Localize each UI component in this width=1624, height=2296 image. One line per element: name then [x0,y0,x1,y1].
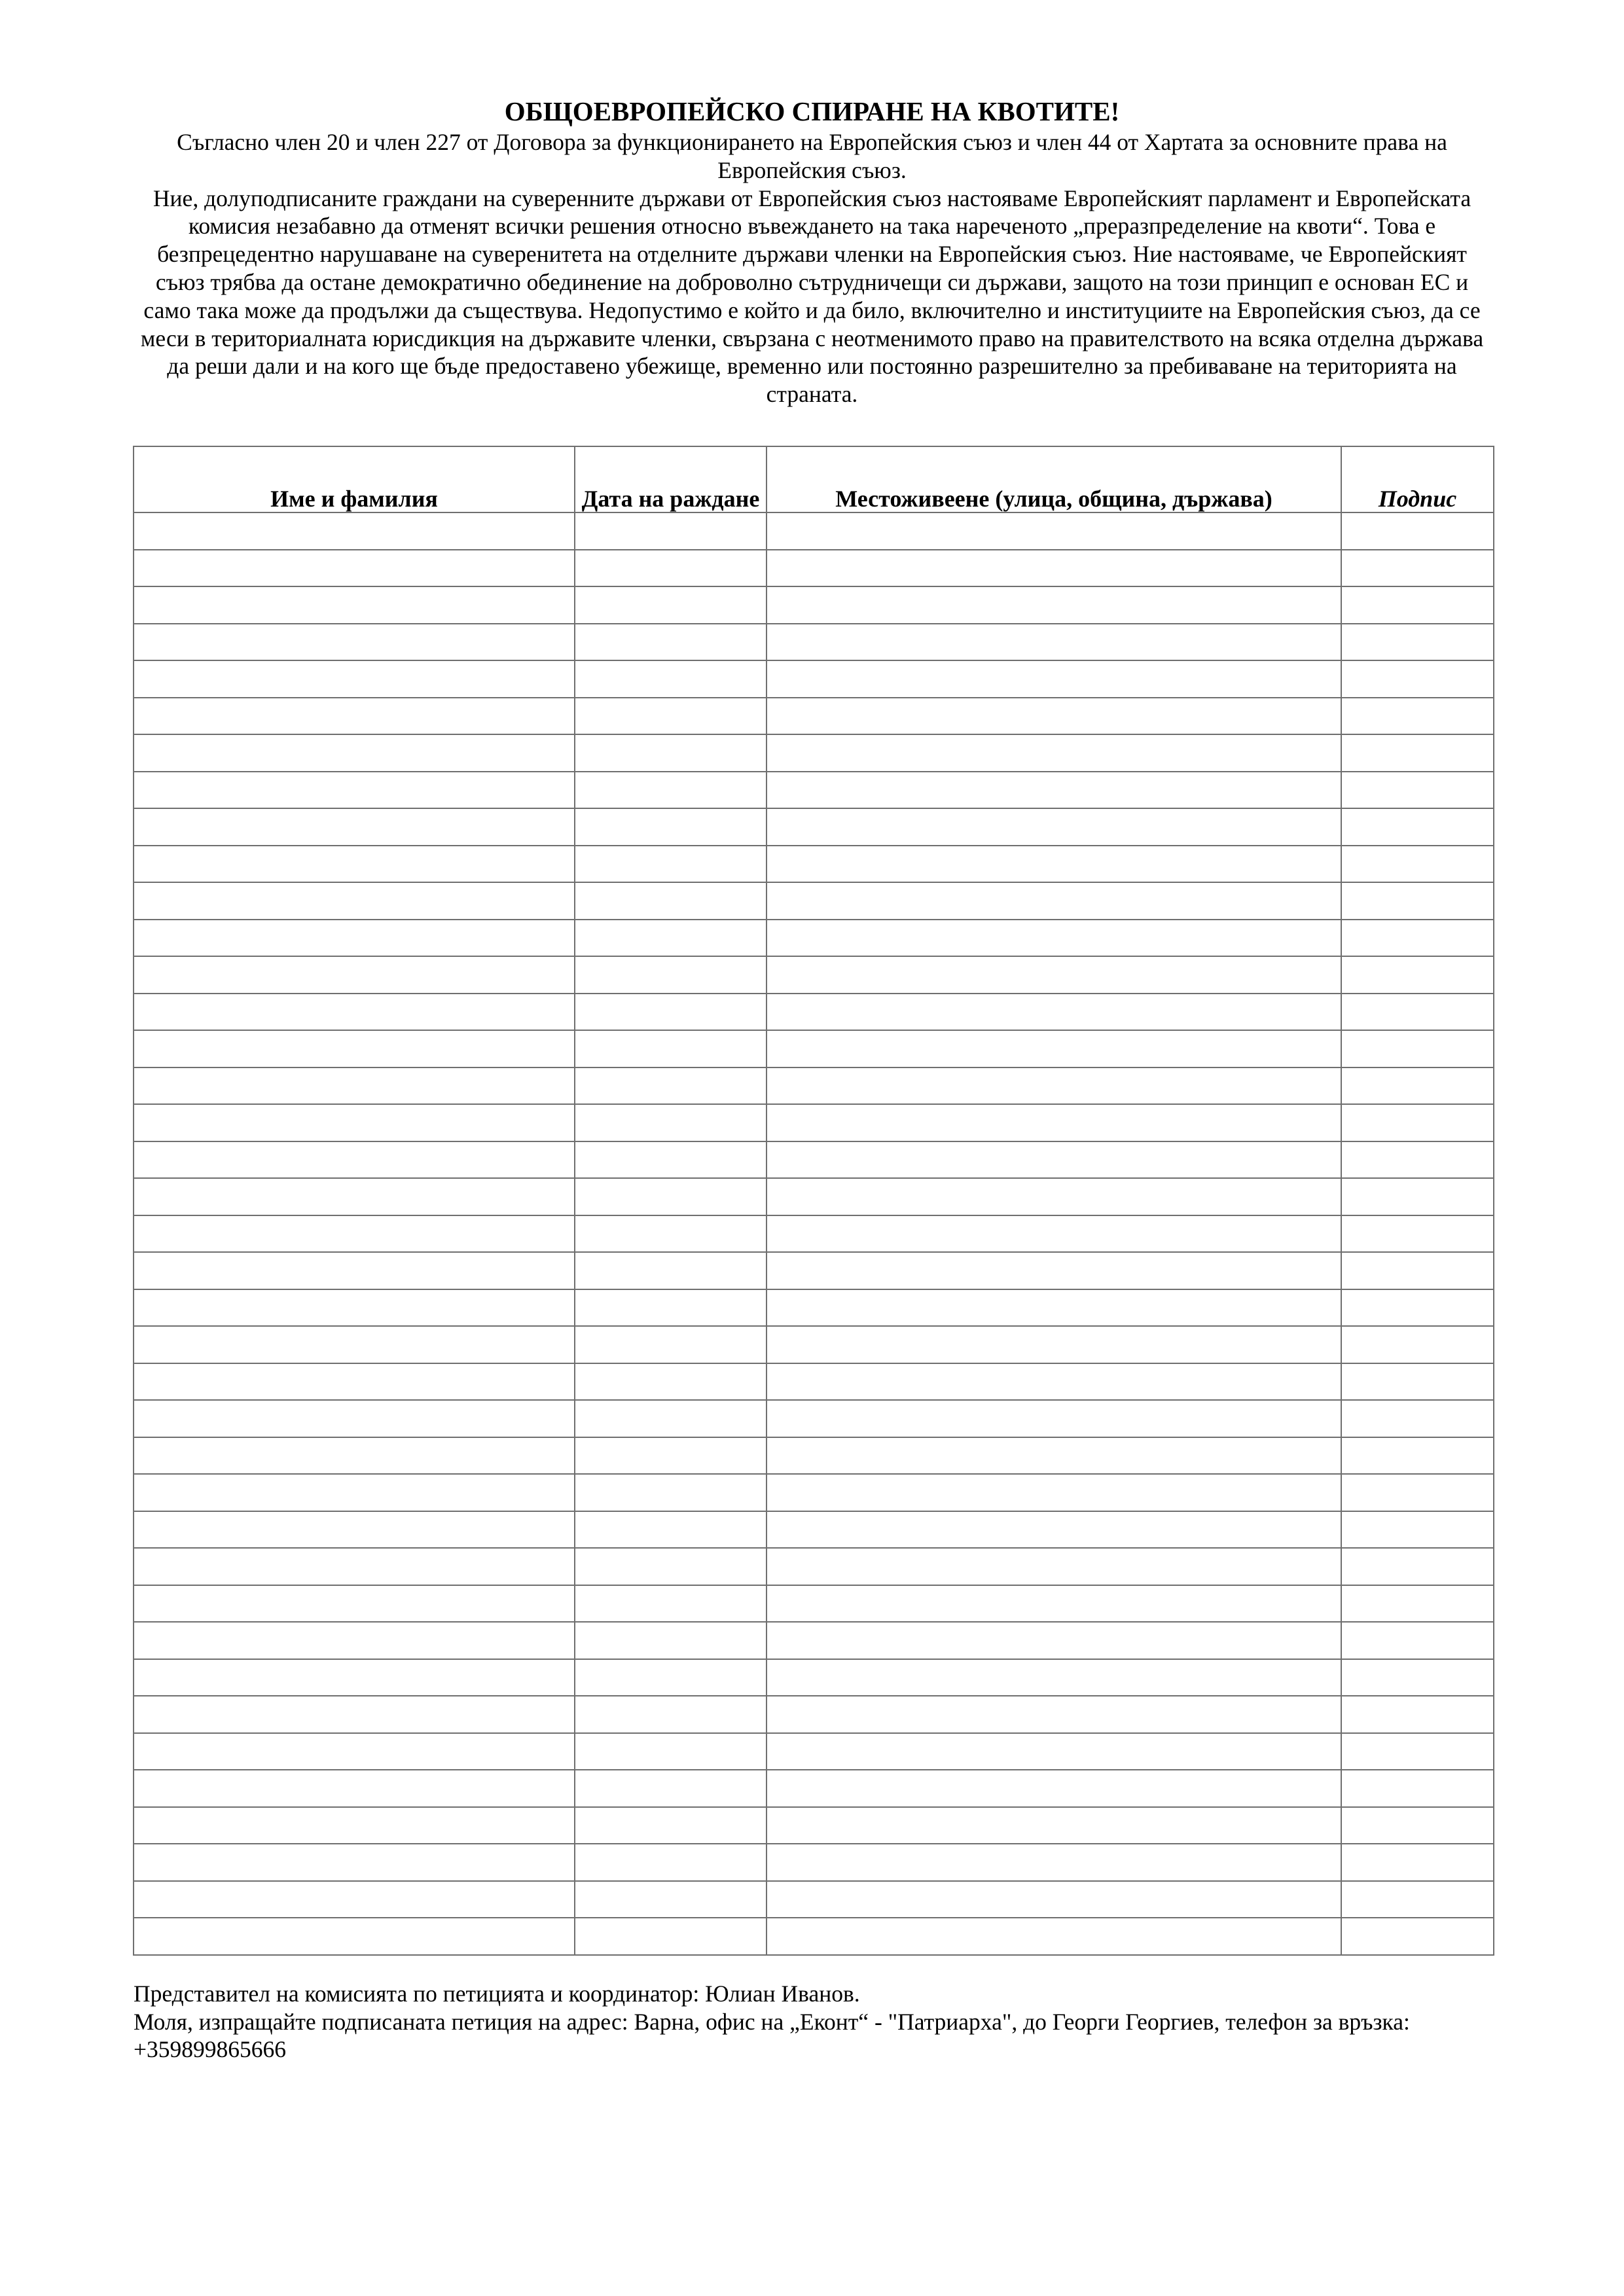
signature-cell[interactable] [1341,1215,1494,1253]
birth-date-cell[interactable] [575,1511,767,1549]
birth-date-cell[interactable] [575,550,767,587]
name-cell[interactable] [134,1437,575,1475]
signature-rows [134,512,1494,1955]
table-row [134,1141,1494,1179]
address-cell[interactable] [767,1030,1341,1067]
address-cell[interactable] [767,1844,1341,1881]
signature-cell[interactable] [1341,994,1494,1031]
table-row [134,1289,1494,1327]
name-cell[interactable] [134,1807,575,1844]
table-row [134,1659,1494,1696]
birth-date-cell[interactable] [575,1141,767,1179]
signature-cell[interactable] [1341,586,1494,624]
table-header-row [134,446,1494,512]
signature-cell[interactable] [1341,956,1494,994]
signature-cell[interactable] [1341,1252,1494,1289]
signature-cell[interactable] [1341,1141,1494,1179]
signature-cell[interactable] [1341,512,1494,550]
address-cell[interactable] [767,772,1341,809]
name-cell[interactable] [134,1770,575,1807]
name-cell[interactable] [134,1030,575,1067]
table-row [134,1474,1494,1511]
birth-date-cell[interactable] [575,512,767,550]
name-cell[interactable] [134,660,575,698]
name-cell[interactable] [134,1659,575,1696]
signature-cell[interactable] [1341,1067,1494,1105]
table-row [134,1881,1494,1918]
birth-date-cell[interactable] [575,734,767,772]
signature-cell[interactable] [1341,1659,1494,1696]
table-row [134,1400,1494,1437]
table-row [134,846,1494,883]
birth-date-cell[interactable] [575,660,767,698]
mailing-instructions: Моля, изпращайте подписаната петиция на адрес: Варна, офис на „Еконт“ - "Патриарха", до Георги Георгиев, телефон за връзка: [134,2008,1410,2035]
legal-basis-text: Съгласно член 20 и член 227 от Договора за функционирането на Европейския съюз и член 44 от Хартата за основните права на Европейския съюз. [177,129,1447,183]
table-row [134,1326,1494,1363]
birth-date-cell[interactable] [575,1437,767,1475]
signature-cell[interactable] [1341,846,1494,883]
table-row [134,1622,1494,1659]
birth-date-cell[interactable] [575,1548,767,1585]
address-cell[interactable] [767,1511,1341,1549]
table-row [134,660,1494,698]
name-cell[interactable] [134,550,575,587]
birth-date-cell[interactable] [575,808,767,846]
signature-cell[interactable] [1341,624,1494,661]
birth-date-cell[interactable] [575,1881,767,1918]
birth-date-cell[interactable] [575,772,767,809]
address-cell[interactable] [767,1659,1341,1696]
birth-date-cell[interactable] [575,1030,767,1067]
header-birth-date: Дата на раждане [575,446,767,512]
signature-cell[interactable] [1341,772,1494,809]
name-cell[interactable] [134,512,575,550]
address-cell[interactable] [767,1474,1341,1511]
table-row [134,920,1494,957]
birth-date-cell[interactable] [575,1400,767,1437]
table-row [134,1696,1494,1733]
name-cell[interactable] [134,1585,575,1623]
header-signature: Подпис [1341,446,1494,512]
name-cell[interactable] [134,956,575,994]
name-cell[interactable] [134,1511,575,1549]
table-row [134,1067,1494,1105]
name-cell[interactable] [134,1881,575,1918]
birth-date-cell[interactable] [575,1918,767,1955]
name-cell[interactable] [134,1178,575,1215]
name-cell[interactable] [134,1622,575,1659]
contact-phone: +359899865666 [134,2036,287,2062]
table-row [134,1548,1494,1585]
table-row [134,1215,1494,1253]
name-cell[interactable] [134,1844,575,1881]
signature-cell[interactable] [1341,1844,1494,1881]
signature-cell[interactable] [1341,1548,1494,1585]
address-cell[interactable] [767,660,1341,698]
table-row [134,550,1494,587]
address-cell[interactable] [767,1400,1341,1437]
birth-date-cell[interactable] [575,1585,767,1623]
table-row [134,1585,1494,1623]
birth-date-cell[interactable] [575,1696,767,1733]
name-cell[interactable] [134,1696,575,1733]
name-cell[interactable] [134,1289,575,1327]
address-cell[interactable] [767,734,1341,772]
petition-statement: Ние, долуподписаните граждани на суверенните държави от Европейския съюз настояваме Европейският парламент и Европейската комисия незабавно да отменят всички решения относно въвеждането на така нареченото „преразпределение на квоти“. Това е безпрецедентно нарушаване на суверенитета на отделните държави членки на Европейския съюз. Ние настояваме, че Европейският съюз трябва да остане демократично обединение на доброволно сътрудничещи си държави, защото на този принцип е основан ЕС и само така може да продължи да съществува. Недопустимо е който и да било, включително и институциите на Европейския съюз, да се меси в териториалната юрисдикция на държавите членки, свързана с неотменимото право на правителството на всяка отделна държава да реши дали и на кого ще бъде предоставено убежище, временно или постоянно разрешително за пребиваване на територията на страната. [140,185,1484,408]
birth-date-cell[interactable] [575,920,767,957]
address-cell[interactable] [767,808,1341,846]
table-row [134,586,1494,624]
table-row [134,1511,1494,1549]
birth-date-cell[interactable] [575,1289,767,1327]
signature-cell[interactable] [1341,734,1494,772]
table-row [134,1178,1494,1215]
name-cell[interactable] [134,1363,575,1401]
signature-cell[interactable] [1341,698,1494,735]
birth-date-cell[interactable] [575,1178,767,1215]
address-cell[interactable] [767,1696,1341,1733]
birth-date-cell[interactable] [575,1215,767,1253]
table-row [134,956,1494,994]
name-cell[interactable] [134,1067,575,1105]
table-row [134,1807,1494,1844]
signature-cell[interactable] [1341,1807,1494,1844]
address-cell[interactable] [767,550,1341,587]
address-cell[interactable] [767,1807,1341,1844]
signature-cell[interactable] [1341,1363,1494,1401]
address-cell[interactable] [767,1918,1341,1955]
address-cell[interactable] [767,882,1341,920]
birth-date-cell[interactable] [575,1252,767,1289]
address-cell[interactable] [767,1215,1341,1253]
address-cell[interactable] [767,1289,1341,1327]
table-row [134,1733,1494,1770]
table-row [134,698,1494,735]
birth-date-cell[interactable] [575,1733,767,1770]
address-cell[interactable] [767,1770,1341,1807]
address-cell[interactable] [767,1104,1341,1141]
birth-date-cell[interactable] [575,1622,767,1659]
signature-cell[interactable] [1341,1511,1494,1549]
table-row [134,1844,1494,1881]
name-cell[interactable] [134,586,575,624]
signature-cell[interactable] [1341,882,1494,920]
petition-intro [137,128,1487,408]
address-cell[interactable] [767,920,1341,957]
address-cell[interactable] [767,1437,1341,1475]
name-cell[interactable] [134,1252,575,1289]
signature-cell[interactable] [1341,1437,1494,1475]
signature-cell[interactable] [1341,1104,1494,1141]
signature-cell[interactable] [1341,1178,1494,1215]
birth-date-cell[interactable] [575,1659,767,1696]
name-cell[interactable] [134,808,575,846]
signature-cell[interactable] [1341,1881,1494,1918]
signature-cell[interactable] [1341,1400,1494,1437]
signature-cell[interactable] [1341,660,1494,698]
signature-cell[interactable] [1341,1030,1494,1067]
signature-cell[interactable] [1341,1474,1494,1511]
address-cell[interactable] [767,1363,1341,1401]
address-cell[interactable] [767,512,1341,550]
header-address: Местоживеене (улица, община, държава) [767,446,1341,512]
name-cell[interactable] [134,1400,575,1437]
signature-cell[interactable] [1341,1326,1494,1363]
address-cell[interactable] [767,1326,1341,1363]
birth-date-cell[interactable] [575,1067,767,1105]
table-row [134,734,1494,772]
signature-cell[interactable] [1341,1918,1494,1955]
birth-date-cell[interactable] [575,586,767,624]
address-cell[interactable] [767,624,1341,661]
signature-table-container [133,446,1493,1953]
address-cell[interactable] [767,1178,1341,1215]
petition-footer [134,1980,1521,2064]
birth-date-cell[interactable] [575,698,767,735]
name-cell[interactable] [134,846,575,883]
name-cell[interactable] [134,1548,575,1585]
address-cell[interactable] [767,1252,1341,1289]
name-cell[interactable] [134,1326,575,1363]
name-cell[interactable] [134,920,575,957]
table-row [134,1918,1494,1955]
birth-date-cell[interactable] [575,1104,767,1141]
table-row [134,1437,1494,1475]
signature-cell[interactable] [1341,1622,1494,1659]
birth-date-cell[interactable] [575,1363,767,1401]
signature-cell[interactable] [1341,1733,1494,1770]
name-cell[interactable] [134,1733,575,1770]
birth-date-cell[interactable] [575,1326,767,1363]
table-row [134,1252,1494,1289]
name-cell[interactable] [134,1474,575,1511]
address-cell[interactable] [767,1733,1341,1770]
name-cell[interactable] [134,734,575,772]
table-row [134,882,1494,920]
signature-cell[interactable] [1341,550,1494,587]
address-cell[interactable] [767,1881,1341,1918]
name-cell[interactable] [134,698,575,735]
name-cell[interactable] [134,624,575,661]
table-row [134,994,1494,1031]
signature-table [133,446,1494,1956]
header-name: Име и фамилия [134,446,575,512]
name-cell[interactable] [134,1918,575,1955]
birth-date-cell[interactable] [575,882,767,920]
address-cell[interactable] [767,1141,1341,1179]
address-cell[interactable] [767,994,1341,1031]
name-cell[interactable] [134,882,575,920]
table-row [134,808,1494,846]
signature-cell[interactable] [1341,920,1494,957]
birth-date-cell[interactable] [575,1807,767,1844]
petition-title: ОБЩОЕВРОПЕЙСКО СПИРАНЕ НА КВОТИТЕ! [504,96,1120,126]
birth-date-cell[interactable] [575,1474,767,1511]
address-cell[interactable] [767,846,1341,883]
address-cell[interactable] [767,586,1341,624]
address-cell[interactable] [767,1548,1341,1585]
table-row [134,1104,1494,1141]
table-row [134,1770,1494,1807]
table-row [134,512,1494,550]
table-row [134,624,1494,661]
address-cell[interactable] [767,698,1341,735]
birth-date-cell[interactable] [575,1844,767,1881]
table-row [134,1363,1494,1401]
table-row [134,1030,1494,1067]
birth-date-cell[interactable] [575,994,767,1031]
name-cell[interactable] [134,1215,575,1253]
address-cell[interactable] [767,1067,1341,1105]
name-cell[interactable] [134,994,575,1031]
table-row [134,772,1494,809]
signature-cell[interactable] [1341,1696,1494,1733]
name-cell[interactable] [134,772,575,809]
name-cell[interactable] [134,1141,575,1179]
address-cell[interactable] [767,956,1341,994]
birth-date-cell[interactable] [575,1770,767,1807]
signature-cell[interactable] [1341,1289,1494,1327]
birth-date-cell[interactable] [575,956,767,994]
address-cell[interactable] [767,1622,1341,1659]
signature-cell[interactable] [1341,1770,1494,1807]
address-cell[interactable] [767,1585,1341,1623]
signature-cell[interactable] [1341,1585,1494,1623]
birth-date-cell[interactable] [575,624,767,661]
name-cell[interactable] [134,1104,575,1141]
signature-cell[interactable] [1341,808,1494,846]
birth-date-cell[interactable] [575,846,767,883]
representative-line: Представител на комисията по петицията и координатор: Юлиан Иванов. [134,1981,860,2007]
